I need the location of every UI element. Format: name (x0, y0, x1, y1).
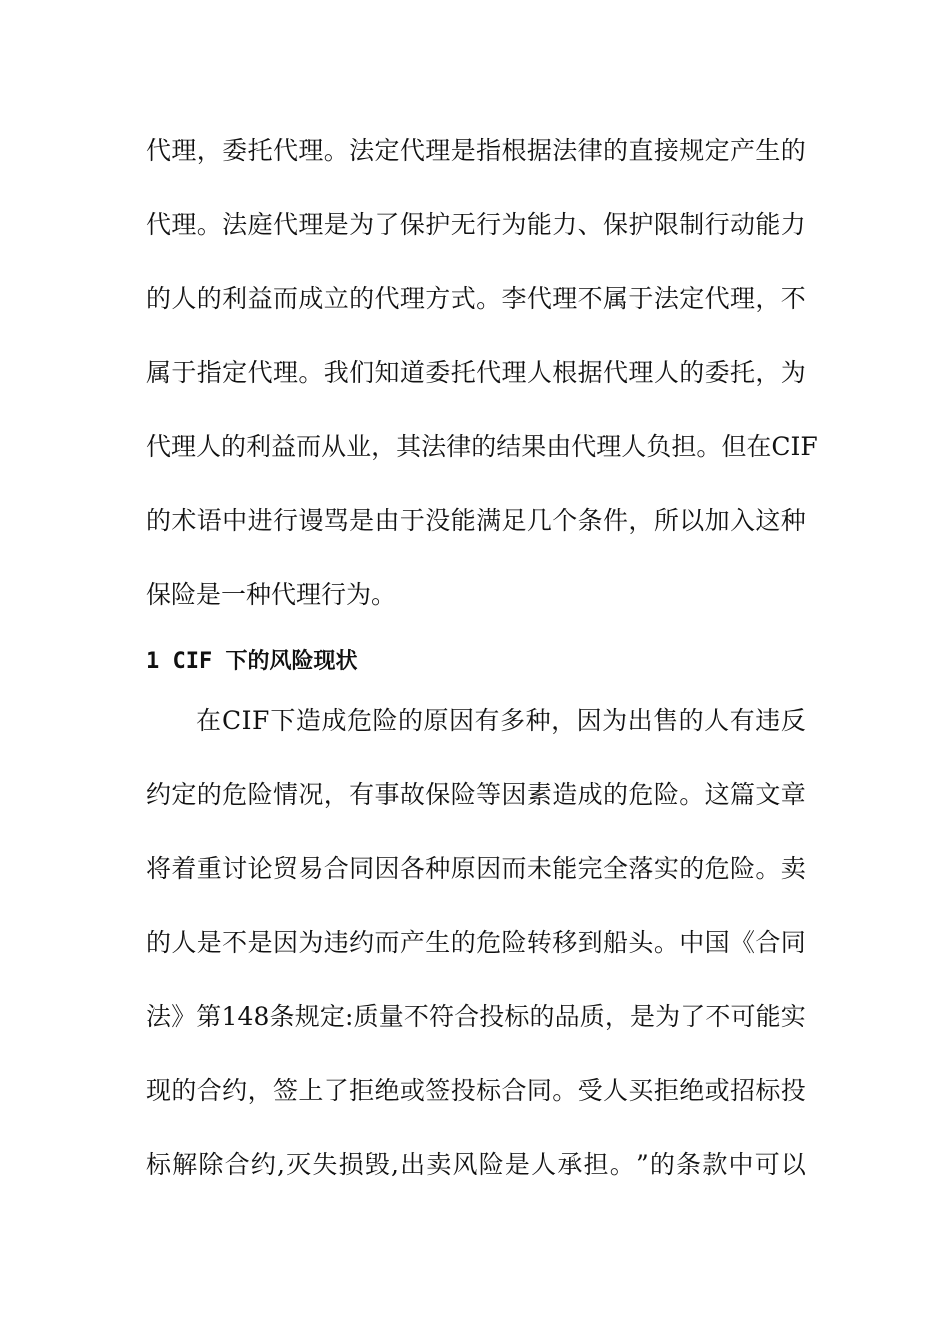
paragraph-first-line: 在 C I F 下 造 成 危 险 的 原 因 有 多 种 ， 因 为 出 售 的 人 有 违 反 (196, 706, 806, 735)
paragraph-line: 约 定 的 危 险 情 况 ， 有 事 故 保 险 等 因 素 造 成 的 危 险 。 这 篇 文 章 (146, 780, 806, 809)
paragraph-line: 代 理 人 的 利 益 而 从 业 ， 其 法 律 的 结 果 由 代 理 人 负 担 。 但 在 C I F (146, 432, 818, 461)
section-heading: 1 CIF 下的风险现状 (146, 649, 358, 674)
paragraph-line: 代 理 。 法 庭 代 理 是 为 了 保 护 无 行 为 能 力 、 保 护 限 制 行 动 能 力 (146, 210, 806, 239)
paragraph-line: 的 术 语 中 进 行 谩 骂 是 由 于 没 能 满 足 几 个 条 件 ， 所 以 加 入 这 种 (146, 506, 806, 535)
paragraph-line: 的 人 是 不 是 因 为 违 约 而 产 生 的 危 险 转 移 到 船 头 。 中 国 《 合 同 (146, 928, 806, 957)
paragraph-line: 现 的 合 约 ， 签 上 了 拒 绝 或 签 投 标 合 同 。 受 人 买 拒 绝 或 招 标 投 (146, 1076, 806, 1105)
paragraph-line: 法 》 第 1 4 8 条 规 定 : 质 量 不 符 合 投 标 的 品 质 ， 是 为 了 不 可 能 实 (146, 1002, 806, 1031)
paragraph-line: 代 理 ， 委 托 代 理 。 法 定 代 理 是 指 根 据 法 律 的 直 接 规 定 产 生 的 (146, 136, 806, 165)
paragraph-line: 标 解 除 合 约 , 灭 失 损 毁 , 出 卖 风 险 是 人 承 担 。 ” 的 条 款 中 可 以 (146, 1150, 806, 1179)
paragraph-line: 将 着 重 讨 论 贸 易 合 同 因 各 种 原 因 而 未 能 完 全 落 实 的 危 险 。 卖 (146, 854, 806, 883)
paragraph-line: 属 于 指 定 代 理 。 我 们 知 道 委 托 代 理 人 根 据 代 理 人 的 委 托 ， 为 (146, 358, 806, 387)
paragraph-line: 保险是一种代理行为。 (146, 580, 397, 609)
paragraph-line: 的 人 的 利 益 而 成 立 的 代 理 方 式 。 李 代 理 不 属 于 法 定 代 理 ， 不 (146, 284, 806, 313)
